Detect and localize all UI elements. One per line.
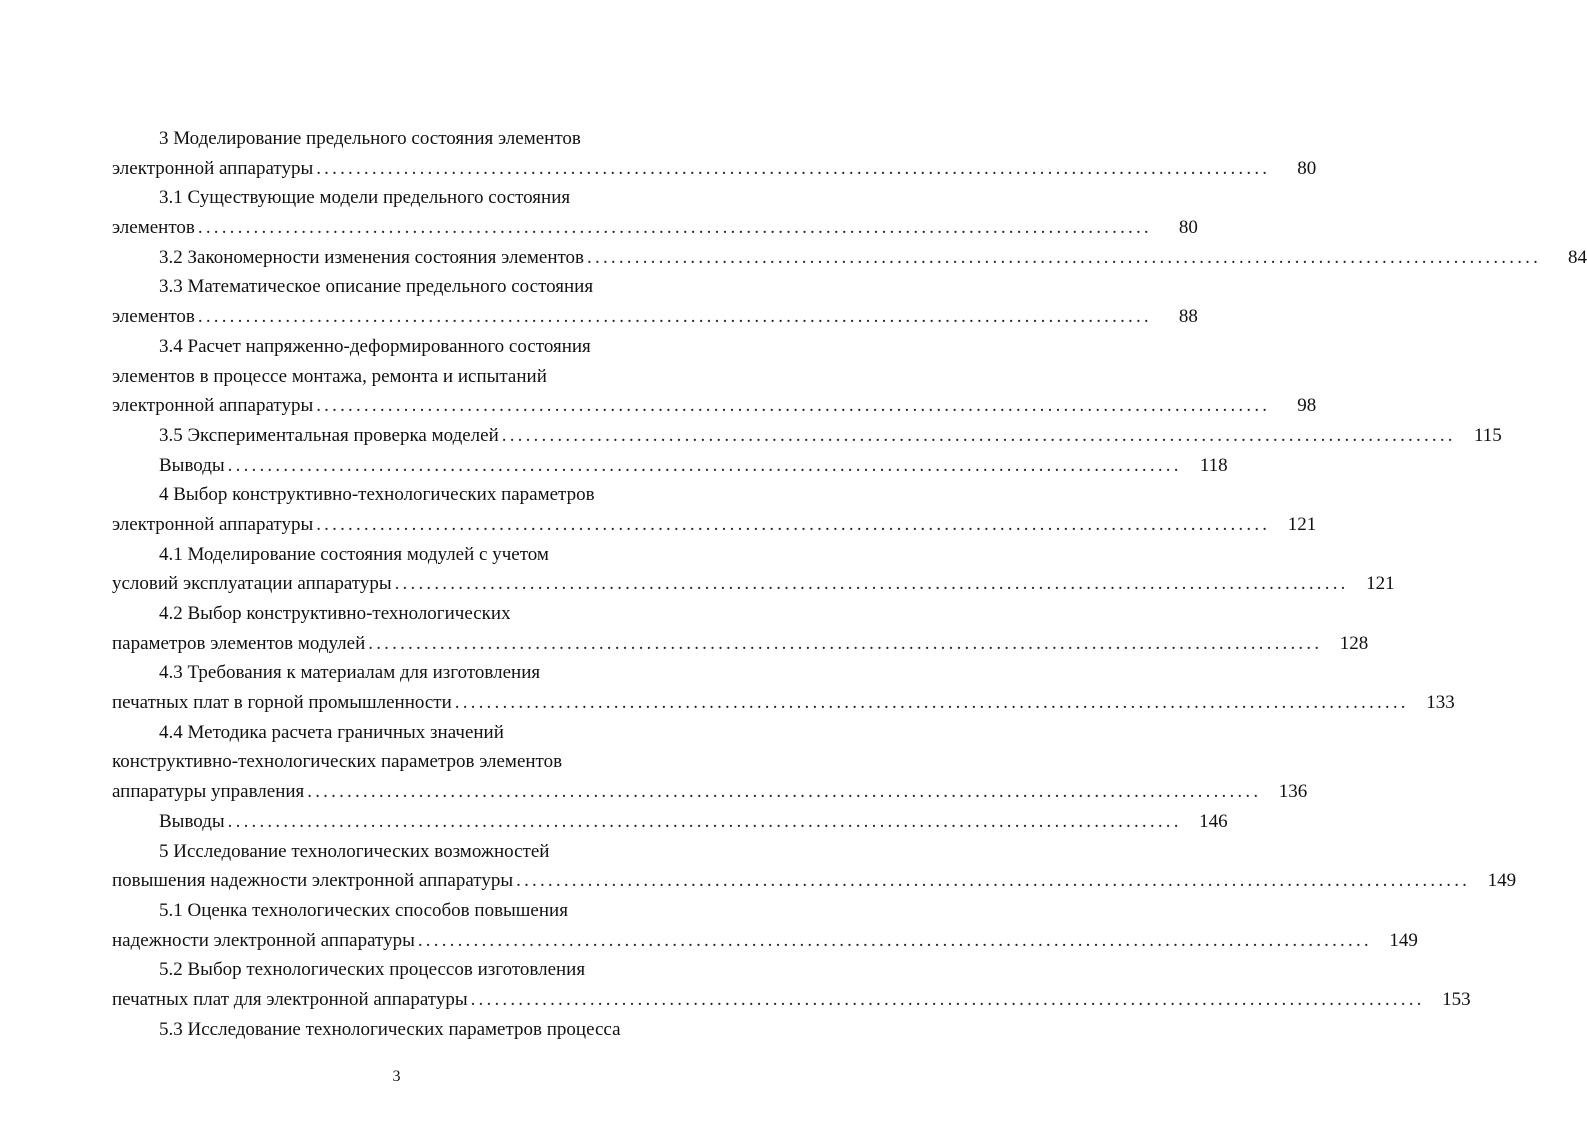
toc-page-number: 88 xyxy=(1178,306,1198,328)
dot-leader: ........................................................................................................................ xyxy=(501,424,1456,446)
toc-entry-line xyxy=(112,777,1308,807)
toc-entry-line xyxy=(112,866,1517,896)
toc-entry-line xyxy=(112,926,1418,956)
toc-entry-text: 3 Моделирование предельного состояния элементов xyxy=(159,128,581,149)
toc-entry-text: 4 Выбор конструктивно-технологических параметров xyxy=(159,484,595,506)
toc-page-number: 121 xyxy=(1287,513,1317,535)
toc-entry-text: 5 Исследование технологических возможностей xyxy=(159,840,550,862)
toc-page-number: 84 xyxy=(1568,246,1587,268)
toc-page-number: 128 xyxy=(1339,632,1369,654)
toc-entry-line xyxy=(112,302,1198,332)
toc-entry-text: 3.5 Экспериментальная проверка моделей xyxy=(159,424,499,446)
toc-entry-text: конструктивно-технологических параметров элементов xyxy=(112,751,563,773)
toc-entry-line xyxy=(112,747,724,777)
toc-entry-text: условий эксплуатации аппаратуры xyxy=(112,573,392,595)
dot-leader: ........................................................................................................................ xyxy=(227,810,1182,832)
toc-entry-line xyxy=(112,154,1317,184)
toc-page-number: 133 xyxy=(1426,692,1455,714)
toc-entry-text: 4.3 Требования к материалам для изготовления xyxy=(159,662,541,684)
toc-entry-line xyxy=(112,807,1228,837)
toc-entry-text: 4.2 Выбор конструктивно-технологических xyxy=(159,603,511,624)
toc-page-number: 149 xyxy=(1487,870,1517,892)
toc-entry-text: электронной аппаратуры xyxy=(112,157,314,179)
toc-entry-text: элементов xyxy=(112,306,195,328)
toc-entry-line xyxy=(112,896,724,926)
dot-leader: ........................................................................................................................ xyxy=(394,573,1349,595)
dot-leader: ........................................................................................................................ xyxy=(197,217,1152,239)
toc-entry-line xyxy=(112,1015,724,1045)
toc-entry-text: Выводы xyxy=(159,454,225,476)
dot-leader: ........................................................................................................................ xyxy=(316,513,1271,535)
dot-leader: ........................................................................................................................ xyxy=(417,929,1372,951)
toc-entry-text: повышения надежности электронной аппаратуры xyxy=(112,870,514,892)
dot-leader: ........................................................................................................................ xyxy=(197,306,1152,328)
toc-entry-text: печатных плат в горной промышленности xyxy=(112,692,452,714)
toc-entry-line xyxy=(112,480,724,510)
toc-entry-text: параметров элементов модулей xyxy=(112,632,366,654)
toc-entry-text: надежности электронной аппаратуры xyxy=(112,929,415,951)
toc-entry-line xyxy=(112,629,1369,659)
toc-entry-line xyxy=(112,985,1471,1015)
dot-leader: ........................................................................................................................ xyxy=(227,454,1182,476)
toc-entry-line xyxy=(112,955,724,985)
toc-page-number: 136 xyxy=(1278,781,1308,803)
toc-entry-line xyxy=(112,599,724,629)
dot-leader: ........................................................................................................................ xyxy=(368,632,1323,654)
toc-entry-line xyxy=(112,688,1455,718)
toc-page-number: 149 xyxy=(1389,929,1418,951)
toc-entry-text: 5.1 Оценка технологических способов повышения xyxy=(159,899,568,921)
toc-entry-text: 3.2 Закономерности изменения состояния элементов xyxy=(159,246,585,268)
toc-entry-text: печатных плат для электронной аппаратуры xyxy=(112,988,468,1010)
toc-entry-line xyxy=(112,837,724,867)
dot-leader: ........................................................................................................................ xyxy=(516,870,1471,892)
toc-entry-line xyxy=(112,658,724,688)
toc-page-number: 146 xyxy=(1199,810,1228,832)
toc-entry-text: 3.1 Существующие модели предельного состояния xyxy=(159,187,571,209)
toc-entry-text: 4.1 Моделирование состояния модулей с учетом xyxy=(159,543,549,565)
table-of-contents xyxy=(112,124,1587,1044)
toc-entry-line xyxy=(112,540,724,570)
dot-leader: ........................................................................................................................ xyxy=(307,781,1262,803)
toc-entry-line xyxy=(112,272,724,302)
toc-page-number: 118 xyxy=(1199,454,1228,476)
toc-entry-line xyxy=(112,510,1317,540)
toc-page-number: 121 xyxy=(1366,573,1395,595)
toc-entry-line xyxy=(112,362,724,392)
toc-page-number: 153 xyxy=(1442,988,1471,1010)
dot-leader: ........................................................................................................................ xyxy=(587,246,1542,268)
toc-entry-text: аппаратуры управления xyxy=(112,781,305,803)
toc-entry-line xyxy=(112,243,1587,273)
toc-entry-line xyxy=(112,421,1502,451)
toc-entry-text: 3.4 Расчет напряженно-деформированного состояния xyxy=(159,335,591,357)
dot-leader: ........................................................................................................................ xyxy=(316,395,1271,417)
toc-entry-text: элементов xyxy=(112,217,195,239)
toc-entry-line xyxy=(112,391,1317,421)
toc-entry-line xyxy=(112,183,724,213)
toc-entry-text: 4.4 Методика расчета граничных значений xyxy=(159,721,504,743)
toc-entry-line xyxy=(112,213,1198,243)
toc-entry-line xyxy=(112,569,1395,599)
toc-entry-text: 5.3 Исследование технологических параметров процесса xyxy=(159,1018,621,1040)
toc-entry-line xyxy=(112,332,724,362)
toc-entry-text: электронной аппаратуры xyxy=(112,395,314,417)
toc-page-number: 98 xyxy=(1297,395,1317,417)
toc-page-number: 80 xyxy=(1178,217,1198,239)
toc-entry-text: 3.3 Математическое описание предельного состояния xyxy=(159,276,594,298)
toc-entry-line xyxy=(112,451,1228,481)
toc-entry-text: Выводы xyxy=(159,810,225,832)
toc-entry-text: 5.2 Выбор технологических процессов изготовления xyxy=(159,959,586,981)
toc-page-number: 80 xyxy=(1297,157,1317,179)
toc-entry-line xyxy=(112,124,724,154)
toc-page-number: 115 xyxy=(1473,424,1502,446)
toc-entry-text: элементов в процессе монтажа, ремонта и испытаний xyxy=(112,365,547,387)
dot-leader: ........................................................................................................................ xyxy=(470,988,1425,1010)
dot-leader: ........................................................................................................................ xyxy=(454,692,1409,714)
toc-entry-line xyxy=(112,718,724,748)
dot-leader: ........................................................................................................................ xyxy=(316,157,1271,179)
toc-entry-text: электронной аппаратуры xyxy=(112,513,314,535)
page-number: 3 xyxy=(392,1068,401,1085)
